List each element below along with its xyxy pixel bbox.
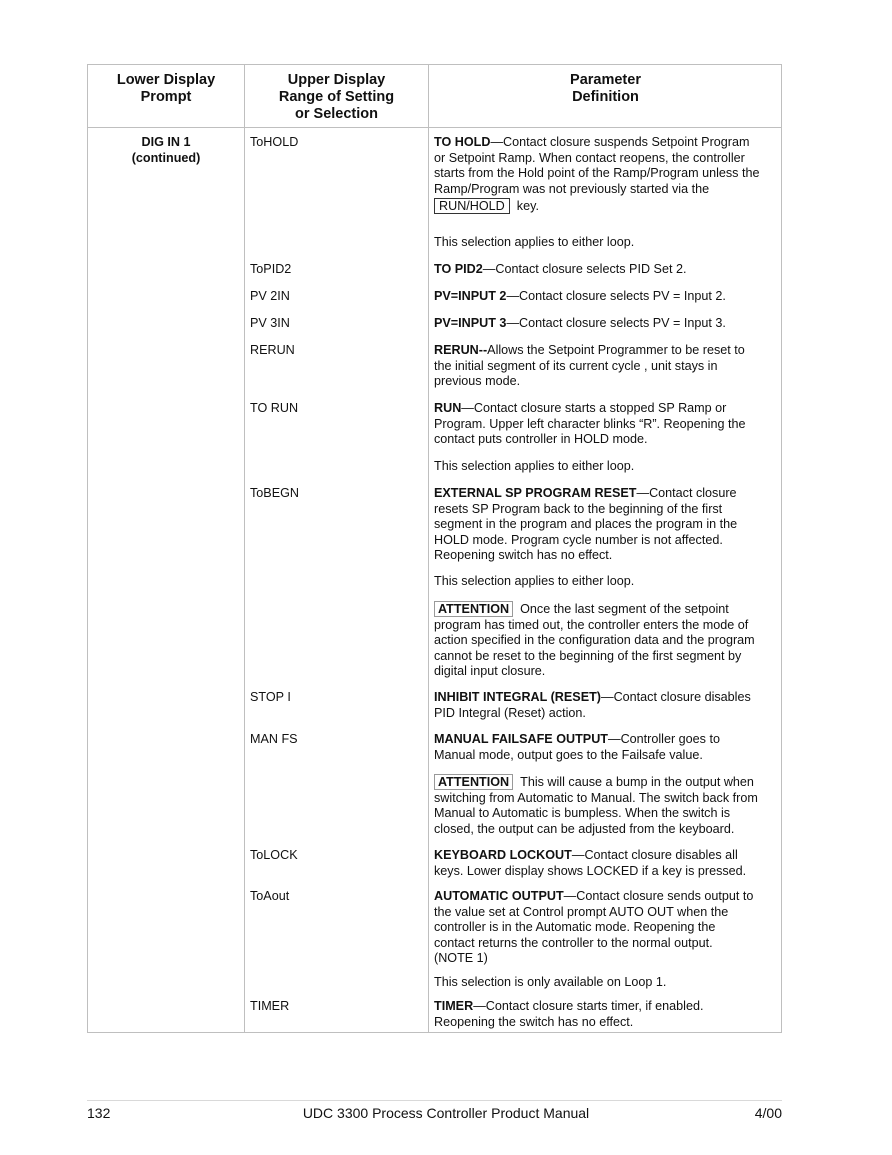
attention-label: ATTENTION	[434, 601, 513, 617]
setting-tohold: ToHOLD	[250, 135, 299, 149]
definition-timer: TIMER—Contact closure starts timer, if enabled. Reopening the switch has no effect.	[434, 999, 704, 1029]
definition-tohold: TO HOLD—Contact closure suspends Setpoint Program or Setpoint Ramp. When contact reopens, the controller starts from the Hold point of the Ramp/Program unless the Ramp/Program was not previously started via the RUN/HOLD key.	[434, 135, 760, 213]
attention-tobegn: ATTENTION Once the last segment of the setpoint program has timed out, the controller enters the mode of action specified in the configuration data and the program cannot be reset to the beginning of the first segment by digital input closure.	[434, 602, 755, 678]
parameter-table	[87, 64, 782, 1033]
setting-pv3in: PV 3IN	[250, 316, 290, 330]
column-divider	[244, 65, 245, 1032]
prompt-cell	[88, 135, 244, 166]
definition-pv3in: PV=INPUT 3—Contact closure selects PV = Input 3.	[434, 316, 726, 330]
setting-stopi: STOP I	[250, 690, 291, 704]
prompt-name: DIG IN 1	[141, 135, 191, 149]
definition-rerun: RERUN--Allows the Setpoint Programmer to be reset to the initial segment of its current cycle , unit stays in previous mode.	[434, 343, 745, 388]
definition-pv2in: PV=INPUT 2—Contact closure selects PV = Input 2.	[434, 289, 726, 303]
definition-torun: RUN—Contact closure starts a stopped SP Ramp or Program. Upper left character blinks “R”. Reopening the contact puts controller in HOLD mode.	[434, 401, 746, 446]
setting-pv2in: PV 2IN	[250, 289, 290, 303]
revision-date: 4/00	[754, 1105, 782, 1121]
definition-stopi: INHIBIT INTEGRAL (RESET)—Contact closure disables PID Integral (Reset) action.	[434, 690, 751, 720]
attention-label: ATTENTION	[434, 774, 513, 790]
definition-toaout: AUTOMATIC OUTPUT—Contact closure sends output to the value set at Control prompt AUTO OUT when the controller is in the Automatic mode. Reopening the contact returns the controller to the normal output. (NOTE 1)	[434, 889, 754, 965]
footer-divider	[87, 1100, 782, 1101]
setting-timer: TIMER	[250, 999, 290, 1013]
attention-manfs: ATTENTION This will cause a bump in the output when switching from Automatic to Manual. The switch back from Manual to Automatic is bumpless. When the switch is closed, the output can be adjusted from the keyboard.	[434, 775, 758, 836]
note-tobegn: This selection applies to either loop.	[434, 574, 635, 588]
note-torun: This selection applies to either loop.	[434, 459, 635, 473]
setting-tobegn: ToBEGN	[250, 486, 299, 500]
prompt-note: (continued)	[131, 150, 201, 165]
page-number: 132	[87, 1105, 111, 1121]
setting-topid2: ToPID2	[250, 262, 292, 276]
column-divider	[428, 65, 429, 1032]
definition-tolock: KEYBOARD LOCKOUT—Contact closure disables all keys. Lower display shows LOCKED if a key is pressed.	[434, 848, 747, 878]
manual-title: UDC 3300 Process Controller Product Manual	[302, 1105, 590, 1121]
run-hold-key: RUN/HOLD	[434, 198, 510, 214]
setting-rerun: RERUN	[250, 343, 295, 357]
definition-topid2: TO PID2—Contact closure selects PID Set 2.	[434, 262, 687, 276]
setting-toaout: ToAout	[250, 889, 290, 903]
setting-tolock: ToLOCK	[250, 848, 298, 862]
setting-torun: TO RUN	[250, 401, 299, 415]
setting-manfs: MAN FS	[250, 732, 298, 746]
header-parameter-definition: Parameter Definition	[570, 72, 641, 105]
definition-manfs: MANUAL FAILSAFE OUTPUT—Controller goes to Manual mode, output goes to the Failsafe value.	[434, 732, 720, 762]
note-toaout: This selection is only available on Loop 1.	[434, 975, 667, 989]
header-lower-display-prompt: Lower Display Prompt	[116, 72, 216, 105]
header-divider	[88, 127, 781, 128]
definition-tobegn: EXTERNAL SP PROGRAM RESET—Contact closure resets SP Program back to the beginning of the first segment in the program and places the program in the HOLD mode. Program cycle number is not affected. Reopening switch has no effect.	[434, 486, 738, 562]
header-upper-display-range: Upper Display Range of Setting or Selection	[278, 72, 395, 122]
note-tohold: This selection applies to either loop.	[434, 235, 635, 249]
